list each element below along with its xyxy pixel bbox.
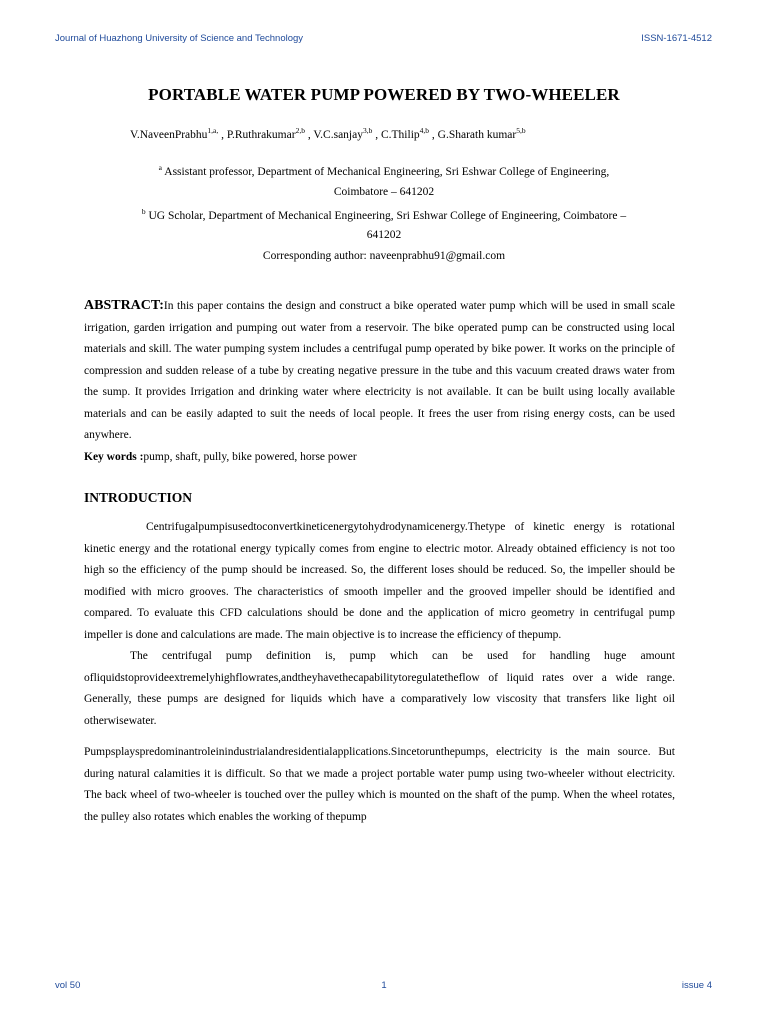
paragraph: Pumpsplayspredominantroleinindustrialandresidentialapplications.Sincetorunthepumps, electricity is the main source. But during natural calamities it is difficult. So that we made a project portable water pump using two-wheeler without electricity. The back wheel of two-wheeler is touched over the pulley which is mounted on the shaft of the pump. When the wheel rotates, the pulley also rotates which enables the working of thepump <box>84 746 675 823</box>
paragraph: Centrifugalpumpisusedtoconvertkineticenergytohydrodynamicenergy.Thetype of kinetic energy is rotational kinetic energy and the rotational energy typically comes from engine to electric motor. Already obtained efficiency is not too high so the efficiency of the pump should be increased. So, the different loses should be reduced. So, the impeller should be modified with micro grooves. The characteristics of smooth impeller and the grooved impeller should be identified and compared. To evaluate this CFD calculations should be done and the application of micro geometry in centrifugal pump impeller is done and calculations are made. The main objective is to increase the efficiency of thepump. <box>84 521 675 641</box>
journal-name: Journal of Huazhong University of Science and Technology <box>55 33 304 44</box>
affiliation-text: Assistant professor, Department of Mechanical Engineering, Sri Eshwar College of Engineering, <box>164 166 610 178</box>
volume: vol 50 <box>55 980 81 991</box>
paper-title: PORTABLE WATER PUMP POWERED BY TWO-WHEELER <box>148 85 620 104</box>
affiliation-a <box>0 163 768 178</box>
abstract-label: ABSTRACT: <box>84 298 164 313</box>
paragraph: The centrifugal pump definition is, pump which can be used for handling huge amount ofliquidstoprovideextremelyhighflowrates,andtheyhavethecapabilitytoregulatetheflow of liquid rates over a wide range. Generally, these pumps are designed for liquids which have a comparatively low viscosity that transfers like light oil otherwisewater. <box>84 650 675 727</box>
author-name: V.C.sanjay <box>313 129 363 141</box>
affiliation-mark: b <box>141 207 146 216</box>
author-list <box>130 126 526 141</box>
keywords-label: Key words : <box>84 450 144 463</box>
author-affiliation-mark: 2,b <box>295 126 305 135</box>
keywords-text: pump, shaft, pully, bike powered, horse power <box>143 450 357 463</box>
issue: issue 4 <box>681 980 712 991</box>
author-separator: , <box>372 129 381 141</box>
affiliation-mark: a <box>158 163 163 172</box>
corresponding-author: Corresponding author: naveenprabhu91@gmail.com <box>262 250 506 262</box>
affiliation-text: UG Scholar, Department of Mechanical Engineering, Sri Eshwar College of Engineering, Coimbatore – <box>148 210 627 222</box>
affiliation-b <box>0 207 768 222</box>
author-name: V.NaveenPrabhu <box>130 129 208 141</box>
issn: ISSN-1671-4512 <box>641 33 712 44</box>
author-separator: , <box>304 129 314 141</box>
abstract-text: In this paper contains the design and construct a bike operated water pump which will be used in small scale irrigation, garden irrigation and pumping out water from a reservoir. The bike operated pump can be constructed using local materials and skill. The water pumping system includes a centrifugal pump operated by bike power. It works on the principle of compression and sudden release of a tube by creating negative pressure in the tube and this vacuum created draws water from the sump. It provides Irrigation and drinking water where electricity is not available. It can be built using locally available materials and can be easily adapted to suit the needs of local people. It frees the user from rising energy costs, can be used anywhere. <box>84 300 675 441</box>
author-name: G.Sharath kumar <box>437 129 517 141</box>
author-separator: , <box>429 129 438 141</box>
abstract <box>84 295 675 468</box>
affiliation-a-city: Coimbatore – 641202 <box>333 186 435 198</box>
introduction-body <box>84 517 675 828</box>
author-affiliation-mark: 5,b <box>516 126 526 135</box>
author-affiliation-mark: 1,a, <box>207 126 219 135</box>
author-separator: , <box>218 129 227 141</box>
author-name: P.Ruthrakumar <box>226 129 296 141</box>
introduction-heading: INTRODUCTION <box>84 490 193 505</box>
author-name: C.Thilip <box>380 129 420 141</box>
author-affiliation-mark: 3,b <box>362 126 373 135</box>
affiliation-b-pin: 641202 <box>366 229 402 241</box>
page-number: 1 <box>381 980 387 991</box>
author-affiliation-mark: 4,b <box>419 126 430 135</box>
